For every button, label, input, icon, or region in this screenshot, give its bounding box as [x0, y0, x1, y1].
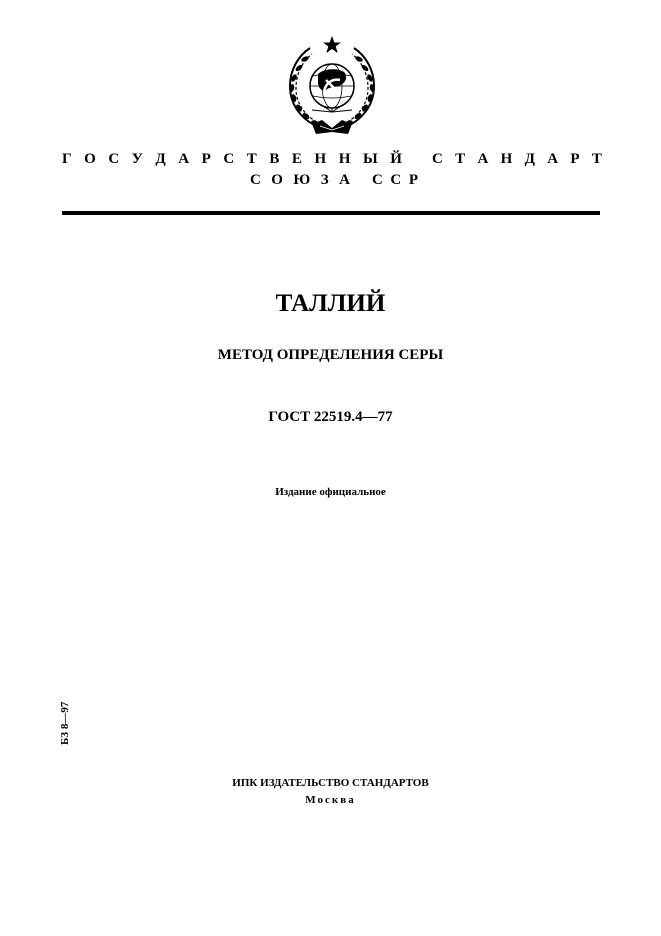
header-letter: Р — [408, 172, 418, 188]
publisher-city: Москва — [305, 794, 356, 806]
header-letter: Д — [155, 151, 166, 167]
header-divider — [62, 211, 600, 215]
header-word-union — [250, 170, 350, 190]
header-letter: С — [372, 172, 383, 188]
header-letter: С — [223, 151, 235, 167]
header-letter: Н — [314, 151, 327, 167]
publisher-name: ИПК ИЗДАТЕЛЬСТВО СТАНДАРТОВ — [232, 777, 429, 789]
ussr-coat-of-arms-icon — [282, 34, 382, 138]
header-letter: Н — [338, 151, 351, 167]
header-letter: А — [339, 172, 350, 188]
header-letter: Р — [570, 151, 580, 167]
header-letter: Т — [246, 151, 257, 167]
document-subtitle: МЕТОД ОПРЕДЕЛЕНИЯ СЕРЫ — [217, 347, 444, 363]
header-ussr — [250, 170, 418, 190]
side-catalog-code: БЗ 8—97 — [59, 701, 71, 745]
header-letter: Ы — [362, 151, 378, 167]
header-letter: Е — [291, 151, 302, 167]
header-letter: Н — [500, 151, 513, 167]
header-letter: О — [271, 172, 283, 188]
header-letter: Д — [524, 151, 535, 167]
header-letter: С — [390, 172, 402, 188]
header-state-standard — [62, 149, 602, 169]
header-letter: А — [477, 151, 489, 167]
header-letter: З — [320, 172, 329, 188]
header-letter: С — [250, 172, 261, 188]
header-letter: В — [269, 151, 280, 167]
header-letter: У — [131, 151, 143, 167]
header-letter: Ю — [293, 172, 311, 188]
header-letter: Т — [455, 151, 466, 167]
header-letter: А — [178, 151, 190, 167]
header-letter: А — [547, 151, 559, 167]
header-letter: Р — [201, 151, 211, 167]
header-letter: С — [432, 151, 443, 167]
edition-note: Издание официальное — [275, 486, 386, 498]
standard-number: ГОСТ 22519.4—77 — [268, 409, 393, 425]
header-letter: О — [84, 151, 96, 167]
header-letter: Й — [390, 151, 402, 167]
header-letter: С — [108, 151, 120, 167]
document-title: ТАЛЛИЙ — [275, 290, 386, 317]
header-letter: Г — [62, 151, 72, 167]
header-word-state — [62, 149, 402, 169]
header-letter: Т — [591, 151, 602, 167]
header-word-ssr — [372, 170, 418, 190]
header-word-standard — [432, 149, 602, 169]
